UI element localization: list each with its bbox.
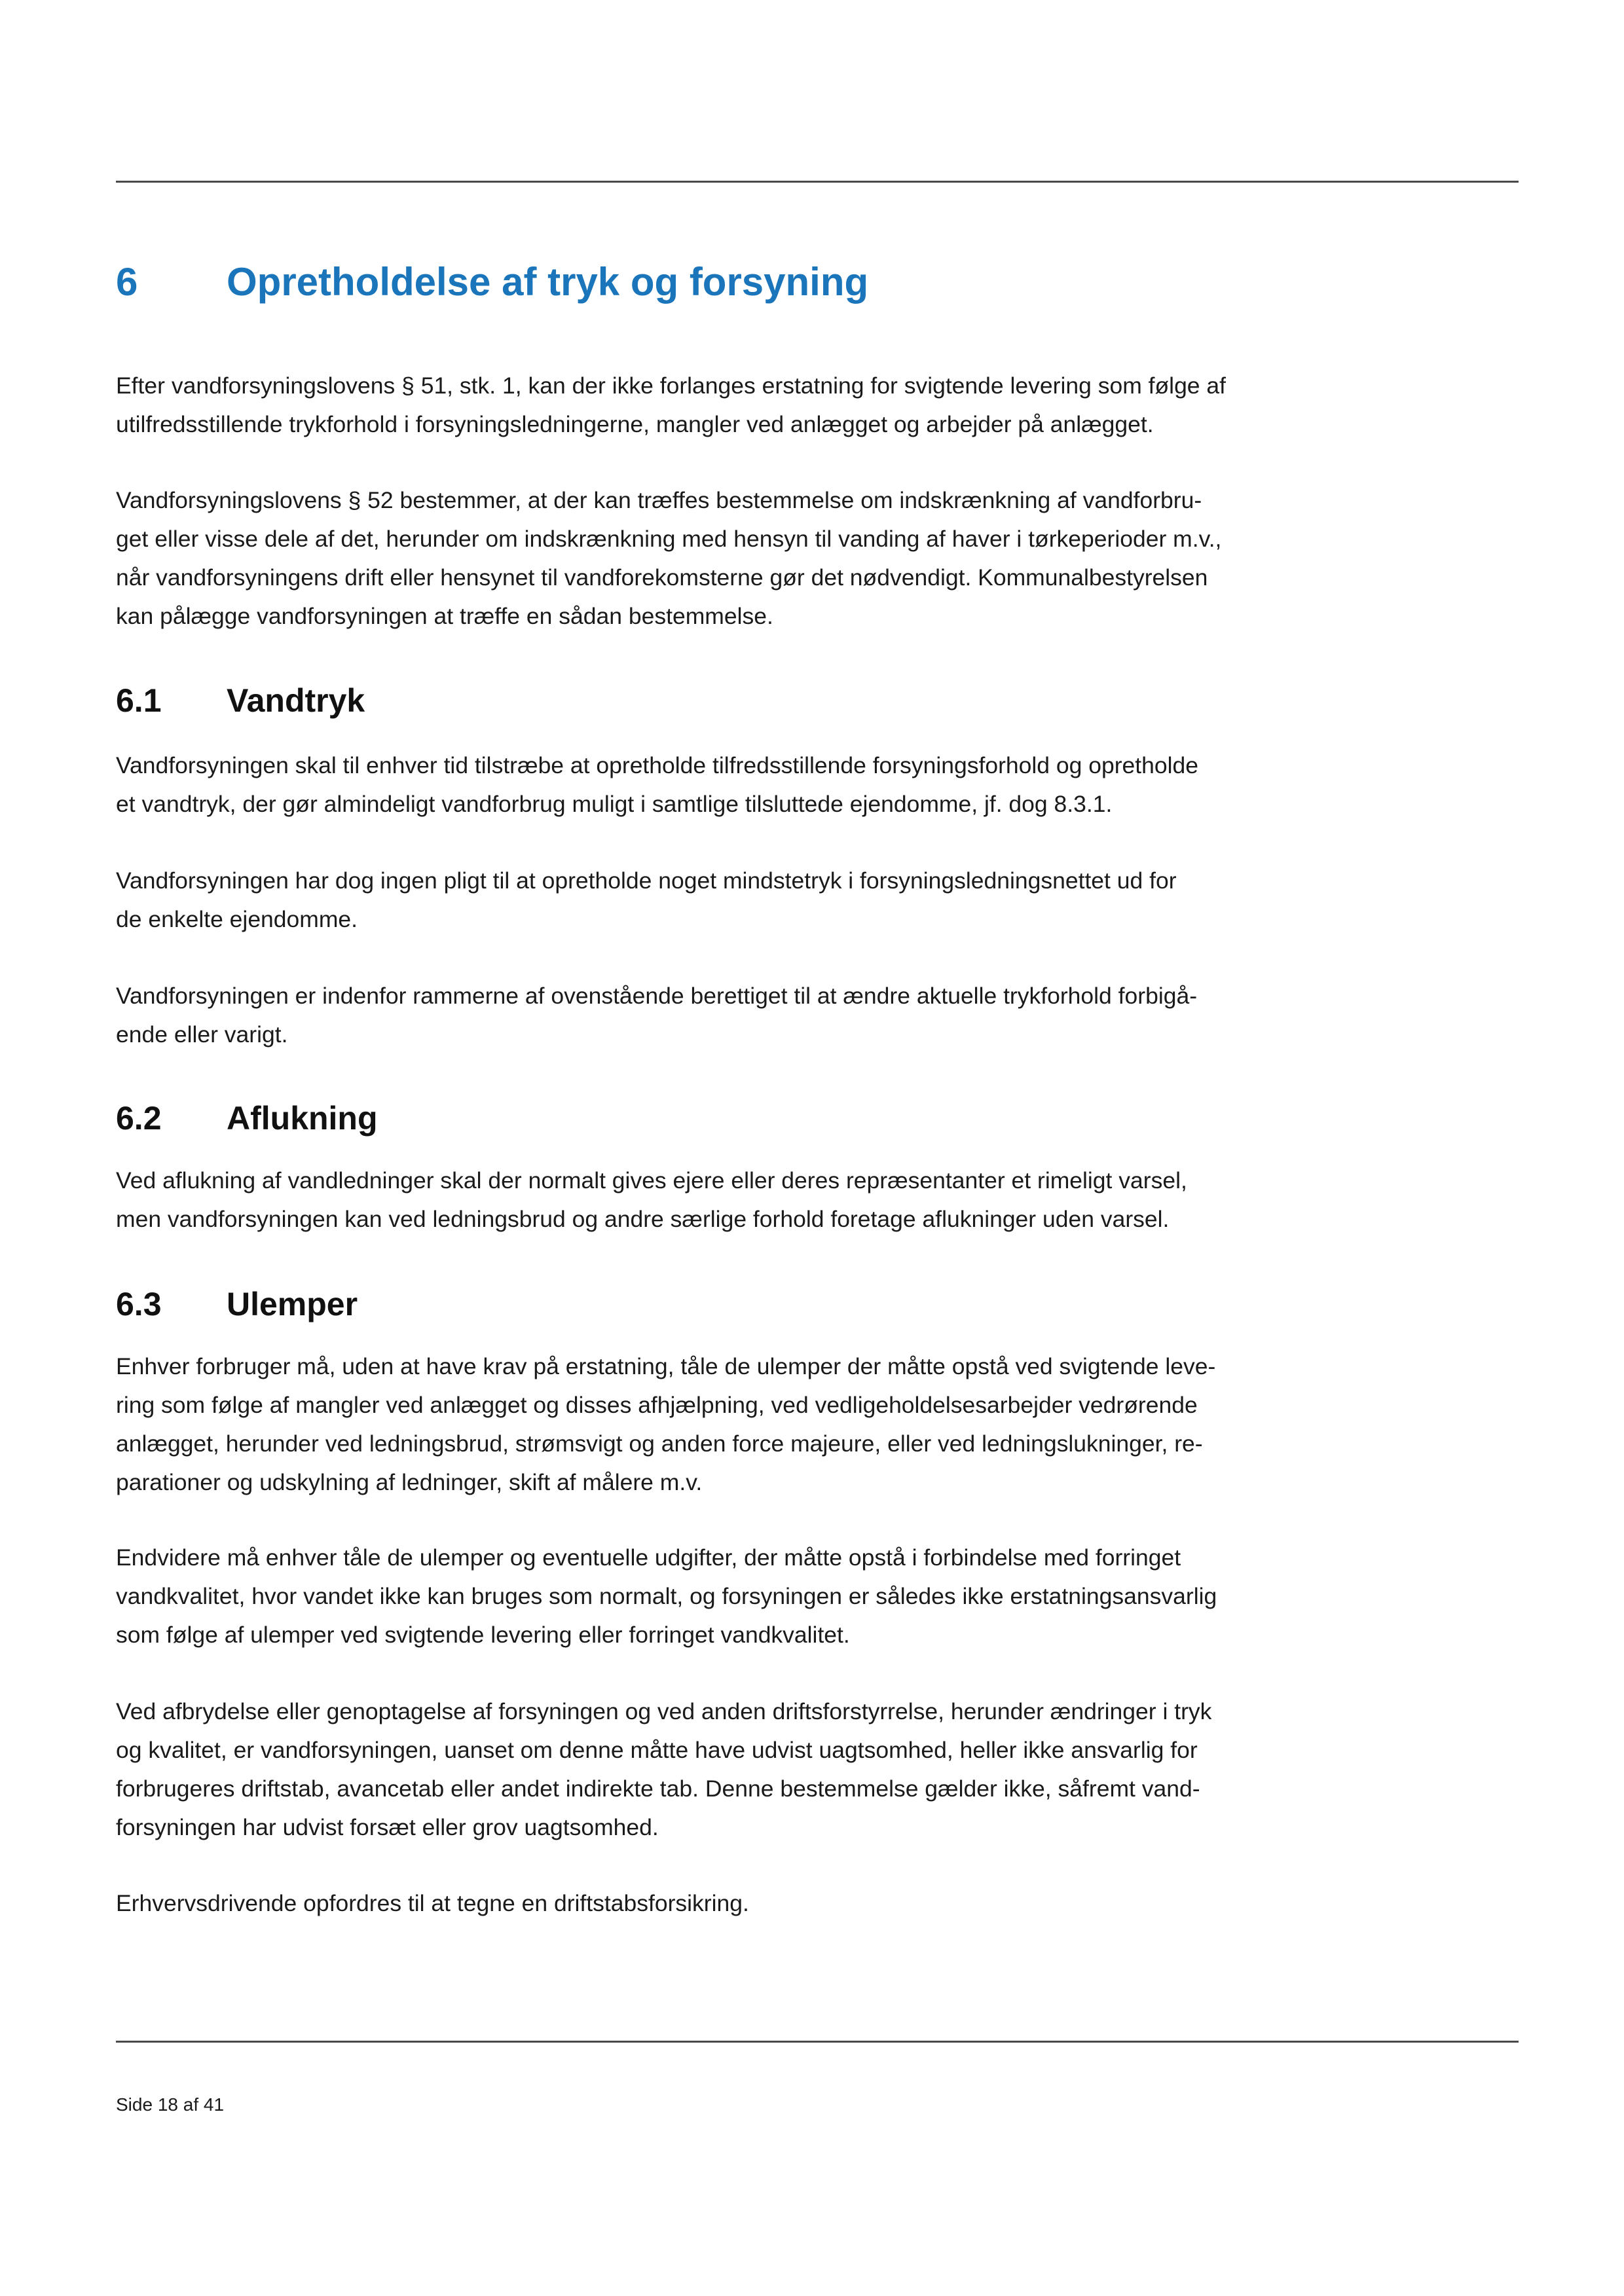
- text-line: et vandtryk, der gør almindeligt vandforbrug muligt i samtlige tilsluttede ejendomme, jf. dog 8.3.1.: [116, 791, 1113, 817]
- text-line: de enkelte ejendomme.: [116, 906, 358, 932]
- text-line: Enhver forbruger må, uden at have krav på erstatning, tåle de ulemper der måtte opstå ved svigtende leve-: [116, 1353, 1216, 1379]
- text-line: Vandforsyningen har dog ingen pligt til at opretholde noget mindstetryk i forsyningsledningsnettet ud for: [116, 867, 1177, 894]
- intro-paragraph: [116, 481, 1327, 636]
- text-line: kan pålægge vandforsyningen at træffe en sådan bestemmelse.: [116, 603, 773, 629]
- section-number: 6.3: [116, 1286, 162, 1322]
- text-line: vandkvalitet, hvor vandet ikke kan bruges som normalt, og forsyningen er således ikke erstatningsansvarlig: [116, 1583, 1217, 1609]
- text-line: Endvidere må enhver tåle de ulemper og eventuelle udgifter, der måtte opstå i forbindelse med forringet: [116, 1544, 1181, 1571]
- section-paragraph: [116, 1692, 1327, 1847]
- text-line: parationer og udskylning af ledninger, skift af målere m.v.: [116, 1469, 703, 1495]
- section-heading: [116, 674, 365, 727]
- text-line: ende eller varigt.: [116, 1021, 288, 1048]
- section-heading: [116, 1278, 358, 1330]
- section-title: Vandtryk: [227, 682, 365, 719]
- text-line: utilfredsstillende trykforhold i forsyningsledningerne, mangler ved anlægget og arbejder på anlægget.: [116, 411, 1154, 437]
- text-line: ring som følge af mangler ved anlægget og disses afhjælpning, ved vedligeholdelsesarbejder vedrørende: [116, 1392, 1198, 1418]
- section-heading: [116, 1092, 378, 1144]
- section-paragraph: [116, 1347, 1327, 1502]
- chapter-title: Opretholdelse af tryk og forsyning: [227, 259, 869, 304]
- text-line: anlægget, herunder ved ledningsbrud, strømsvigt og anden force majeure, eller ved ledningslukninger, re-: [116, 1430, 1203, 1457]
- text-line: Ved afbrydelse eller genoptagelse af forsyningen og ved anden driftsforstyrrelse, herunder ændringer i tryk: [116, 1698, 1212, 1724]
- text-line: og kvalitet, er vandforsyningen, uanset om denne måtte have udvist uagtsomhed, heller ikke ansvarlig for: [116, 1737, 1198, 1763]
- text-line: Ved aflukning af vandledninger skal der normalt gives ejere eller deres repræsentanter et rimeligt varsel,: [116, 1167, 1187, 1194]
- page-number: Side 18 af 41: [116, 2094, 225, 2115]
- text-line: forbrugeres driftstab, avancetab eller andet indirekte tab. Denne bestemmelse gælder ikke, såfremt vand-: [116, 1776, 1200, 1802]
- section-paragraph: [116, 862, 1327, 939]
- section-title: Aflukning: [227, 1100, 378, 1137]
- chapter-heading: [116, 246, 868, 318]
- section-title: Ulemper: [227, 1286, 358, 1322]
- text-line: som følge af ulemper ved svigtende levering eller forringet vandkvalitet.: [116, 1622, 850, 1648]
- text-line: men vandforsyningen kan ved ledningsbrud og andre særlige forhold foretage aflukninger uden varsel.: [116, 1206, 1170, 1232]
- section-paragraph: [116, 1539, 1327, 1654]
- intro-paragraph: [116, 367, 1327, 444]
- text-line: Erhvervsdrivende opfordres til at tegne en driftstabsforsikring.: [116, 1890, 749, 1916]
- text-line: get eller visse dele af det, herunder om indskrænkning med hensyn til vanding af haver i tørkeperioder m.v.,: [116, 526, 1222, 552]
- text-line: Vandforsyningen er indenfor rammerne af ovenstående berettiget til at ændre aktuelle trykforhold forbigå-: [116, 983, 1198, 1009]
- section-paragraph: [116, 1161, 1327, 1239]
- chapter-number: 6: [116, 259, 138, 304]
- text-line: Efter vandforsyningslovens § 51, stk. 1, kan der ikke forlanges erstatning for svigtende levering som følge af: [116, 373, 1227, 399]
- header-rule: [116, 181, 1519, 183]
- section-paragraph: [116, 746, 1327, 824]
- section-number: 6.1: [116, 682, 162, 719]
- section-paragraph: [116, 1884, 1327, 1923]
- section-paragraph: [116, 977, 1327, 1054]
- footer-rule: [116, 2041, 1519, 2043]
- text-line: forsyningen har udvist forsæt eller grov uagtsomhed.: [116, 1814, 659, 1840]
- text-line: Vandforsyningen skal til enhver tid tilstræbe at opretholde tilfredsstillende forsyningsforhold og opretholde: [116, 752, 1199, 778]
- section-number: 6.2: [116, 1100, 162, 1137]
- text-line: når vandforsyningens drift eller hensynet til vandforekomsterne gør det nødvendigt. Kommunalbestyrelsen: [116, 564, 1208, 591]
- text-line: Vandforsyningslovens § 52 bestemmer, at der kan træffes bestemmelse om indskrænkning af vandforbru-: [116, 487, 1202, 513]
